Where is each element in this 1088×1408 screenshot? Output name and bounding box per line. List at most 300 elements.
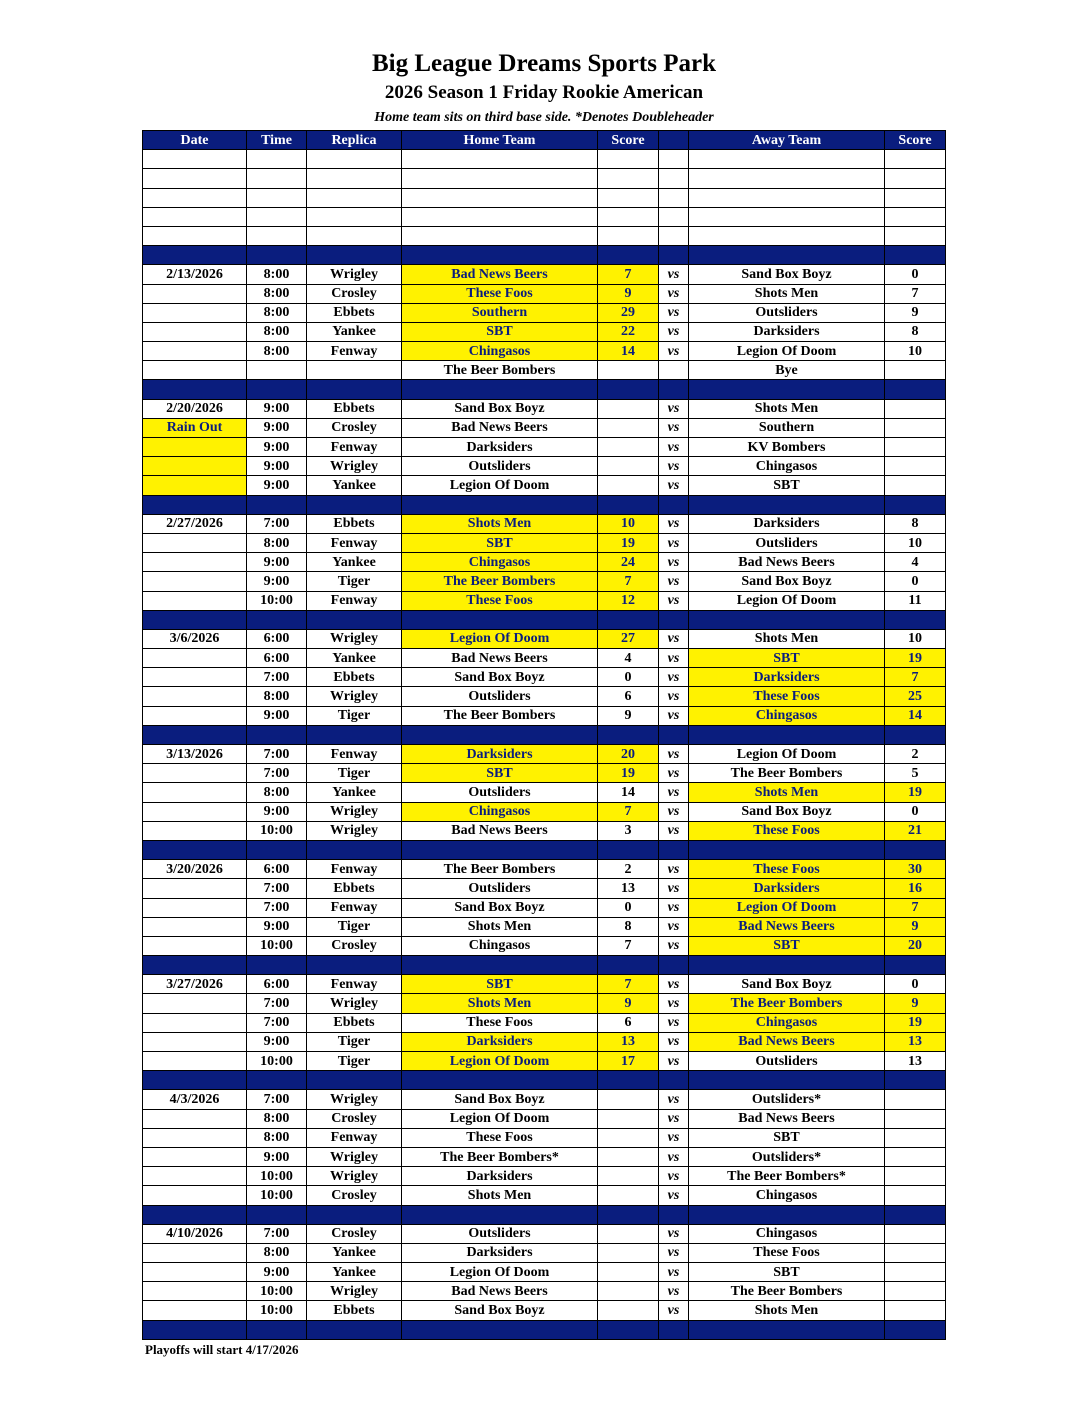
away-score-cell [885, 1167, 946, 1186]
replica-cell: Yankee [307, 553, 402, 572]
home-score-cell [598, 1301, 659, 1320]
date-cell [143, 898, 247, 917]
away-score-cell [885, 399, 946, 418]
home-score-cell [598, 1263, 659, 1282]
week-separator-cell [247, 956, 307, 975]
table-row [143, 284, 946, 303]
away-team-cell: Bad News Beers [689, 553, 885, 572]
blank-row-cell [689, 188, 885, 207]
away-team-cell: Chingasos [689, 706, 885, 725]
week-separator-cell [885, 495, 946, 514]
away-score-cell: 0 [885, 572, 946, 591]
week-separator-cell [689, 956, 885, 975]
home-team-cell: Sand Box Boyz [402, 399, 598, 418]
date-cell [143, 591, 247, 610]
home-team-cell: Outsliders [402, 879, 598, 898]
week-separator-cell [307, 1205, 402, 1224]
week-separator-cell [143, 495, 247, 514]
date-cell [143, 687, 247, 706]
vs-cell: vs [659, 936, 689, 955]
home-score-cell [598, 438, 659, 457]
away-team-cell: Outsliders* [689, 1147, 885, 1166]
away-score-cell: 19 [885, 783, 946, 802]
week-separator-cell [402, 495, 598, 514]
table-row [143, 1032, 946, 1051]
blank-row-cell [402, 169, 598, 188]
replica-cell: Fenway [307, 591, 402, 610]
away-score-cell: 13 [885, 1032, 946, 1051]
away-team-cell: Shots Men [689, 399, 885, 418]
date-cell [143, 322, 247, 341]
away-team-cell: The Beer Bombers [689, 994, 885, 1013]
table-row [143, 303, 946, 322]
time-cell: 10:00 [247, 591, 307, 610]
home-team-cell: Chingasos [402, 553, 598, 572]
away-score-cell: 30 [885, 860, 946, 879]
home-team-cell: Bad News Beers [402, 821, 598, 840]
week-separator-cell [659, 1205, 689, 1224]
time-cell: 7:00 [247, 1224, 307, 1243]
home-score-cell: 6 [598, 687, 659, 706]
home-score-cell: 7 [598, 572, 659, 591]
home-score-cell [598, 1243, 659, 1262]
away-score-cell: 11 [885, 591, 946, 610]
home-team-cell: Bad News Beers [402, 649, 598, 668]
home-team-cell: Sand Box Boyz [402, 1301, 598, 1320]
date-cell: 3/20/2026 [143, 860, 247, 879]
away-team-cell: KV Bombers [689, 438, 885, 457]
blank-row-cell [659, 169, 689, 188]
date-cell: 2/13/2026 [143, 265, 247, 284]
week-separator-cell [402, 246, 598, 265]
date-cell [143, 476, 247, 495]
col-time: Time [247, 131, 307, 150]
blank-row-cell [659, 207, 689, 226]
away-score-cell [885, 1282, 946, 1301]
away-team-cell: Legion Of Doom [689, 745, 885, 764]
date-cell: 3/6/2026 [143, 629, 247, 648]
week-separator-cell [689, 1205, 885, 1224]
time-cell: 9:00 [247, 438, 307, 457]
blank-row-cell [689, 150, 885, 169]
date-cell [143, 668, 247, 687]
date-cell: 4/10/2026 [143, 1224, 247, 1243]
time-cell [247, 361, 307, 380]
table-row [143, 1224, 946, 1243]
date-cell [143, 994, 247, 1013]
home-score-cell [598, 399, 659, 418]
date-cell [143, 1282, 247, 1301]
date-cell: 2/27/2026 [143, 514, 247, 533]
away-score-cell [885, 1186, 946, 1205]
date-cell [143, 572, 247, 591]
away-team-cell: Chingasos [689, 1186, 885, 1205]
home-team-cell: Sand Box Boyz [402, 1090, 598, 1109]
week-separator-cell [885, 246, 946, 265]
blank-row-cell [659, 188, 689, 207]
time-cell: 9:00 [247, 1032, 307, 1051]
time-cell: 9:00 [247, 418, 307, 437]
home-team-cell: The Beer Bombers [402, 706, 598, 725]
week-separator-cell [885, 1320, 946, 1339]
home-score-cell [598, 1128, 659, 1147]
week-separator-cell [689, 1071, 885, 1090]
replica-cell: Tiger [307, 1032, 402, 1051]
blank-row-cell [402, 188, 598, 207]
away-team-cell: Chingasos [689, 1013, 885, 1032]
home-score-cell: 6 [598, 1013, 659, 1032]
home-team-cell: SBT [402, 975, 598, 994]
replica-cell: Ebbets [307, 879, 402, 898]
week-separator-cell [885, 1071, 946, 1090]
home-score-cell [598, 1186, 659, 1205]
away-score-cell [885, 1263, 946, 1282]
replica-cell: Fenway [307, 898, 402, 917]
week-separator-cell [598, 495, 659, 514]
vs-cell: vs [659, 802, 689, 821]
week-separator-cell [143, 380, 247, 399]
week-separator-cell [598, 246, 659, 265]
blank-row-cell [598, 207, 659, 226]
home-team-cell: Outsliders [402, 1224, 598, 1243]
home-score-cell: 14 [598, 342, 659, 361]
away-team-cell: Legion Of Doom [689, 342, 885, 361]
date-cell [143, 802, 247, 821]
week-separator-cell [143, 956, 247, 975]
away-team-cell: Darksiders [689, 879, 885, 898]
vs-cell: vs [659, 399, 689, 418]
home-team-cell: These Foos [402, 1128, 598, 1147]
away-score-cell [885, 1128, 946, 1147]
home-score-cell: 19 [598, 533, 659, 552]
time-cell: 7:00 [247, 879, 307, 898]
vs-cell: vs [659, 284, 689, 303]
blank-row-cell [885, 207, 946, 226]
page-title: Big League Dreams Sports Park [372, 50, 716, 77]
table-row [143, 745, 946, 764]
table-row [143, 917, 946, 936]
home-score-cell [598, 1147, 659, 1166]
replica-cell: Crosley [307, 418, 402, 437]
blank-row-cell [307, 188, 402, 207]
time-cell: 7:00 [247, 898, 307, 917]
away-team-cell: Southern [689, 418, 885, 437]
away-team-cell: These Foos [689, 860, 885, 879]
replica-cell: Wrigley [307, 802, 402, 821]
away-score-cell [885, 361, 946, 380]
home-score-cell: 2 [598, 860, 659, 879]
blank-row-cell [598, 226, 659, 245]
away-team-cell: Darksiders [689, 514, 885, 533]
col-replica: Replica [307, 131, 402, 150]
home-score-cell: 24 [598, 553, 659, 572]
home-score-cell: 13 [598, 879, 659, 898]
blank-row-cell [247, 207, 307, 226]
vs-cell: vs [659, 591, 689, 610]
blank-row-cell [143, 169, 247, 188]
week-separator-cell [143, 725, 247, 744]
time-cell: 8:00 [247, 342, 307, 361]
replica-cell: Crosley [307, 1186, 402, 1205]
page-subtitle: 2026 Season 1 Friday Rookie American [384, 82, 704, 103]
away-team-cell: The Beer Bombers* [689, 1167, 885, 1186]
time-cell: 9:00 [247, 553, 307, 572]
blank-row-cell [402, 226, 598, 245]
away-score-cell: 9 [885, 994, 946, 1013]
time-cell: 9:00 [247, 706, 307, 725]
away-score-cell: 0 [885, 265, 946, 284]
vs-cell: vs [659, 1282, 689, 1301]
vs-cell: vs [659, 1128, 689, 1147]
blank-row-cell [659, 150, 689, 169]
date-cell: Rain Out [143, 418, 247, 437]
replica-cell: Wrigley [307, 629, 402, 648]
vs-cell: vs [659, 1013, 689, 1032]
vs-cell: vs [659, 706, 689, 725]
home-team-cell: Outsliders [402, 783, 598, 802]
vs-cell: vs [659, 265, 689, 284]
time-cell: 10:00 [247, 936, 307, 955]
away-team-cell: Chingasos [689, 1224, 885, 1243]
week-separator-cell [689, 246, 885, 265]
table-row [143, 553, 946, 572]
blank-row-cell [143, 188, 247, 207]
replica-cell: Ebbets [307, 514, 402, 533]
blank-row [143, 226, 946, 245]
col-vs [659, 131, 689, 150]
home-team-cell: The Beer Bombers* [402, 1147, 598, 1166]
home-team-cell: Legion Of Doom [402, 1109, 598, 1128]
away-team-cell: Sand Box Boyz [689, 975, 885, 994]
away-team-cell: The Beer Bombers [689, 1282, 885, 1301]
week-separator [143, 725, 946, 744]
replica-cell: Tiger [307, 706, 402, 725]
away-score-cell: 10 [885, 533, 946, 552]
replica-cell: Fenway [307, 860, 402, 879]
week-separator-cell [143, 1205, 247, 1224]
week-separator-cell [598, 840, 659, 859]
week-separator [143, 1205, 946, 1224]
vs-cell: vs [659, 418, 689, 437]
replica-cell: Wrigley [307, 1282, 402, 1301]
date-cell [143, 1013, 247, 1032]
replica-cell: Crosley [307, 936, 402, 955]
vs-cell: vs [659, 514, 689, 533]
week-separator-cell [402, 380, 598, 399]
home-team-cell: Darksiders [402, 1032, 598, 1051]
week-separator-cell [885, 956, 946, 975]
replica-cell: Ebbets [307, 1301, 402, 1320]
away-score-cell: 21 [885, 821, 946, 840]
blank-row-cell [885, 169, 946, 188]
table-row [143, 1186, 946, 1205]
vs-cell: vs [659, 572, 689, 591]
away-score-cell: 0 [885, 802, 946, 821]
week-separator-cell [885, 610, 946, 629]
time-cell: 9:00 [247, 399, 307, 418]
vs-cell: vs [659, 533, 689, 552]
week-separator [143, 495, 946, 514]
vs-cell: vs [659, 898, 689, 917]
time-cell: 7:00 [247, 514, 307, 533]
week-separator-cell [659, 380, 689, 399]
time-cell: 10:00 [247, 1186, 307, 1205]
away-score-cell: 0 [885, 975, 946, 994]
away-score-cell [885, 1224, 946, 1243]
home-score-cell: 9 [598, 284, 659, 303]
away-score-cell [885, 1301, 946, 1320]
home-score-cell: 3 [598, 821, 659, 840]
home-score-cell: 4 [598, 649, 659, 668]
home-team-cell: Chingasos [402, 802, 598, 821]
home-team-cell: These Foos [402, 1013, 598, 1032]
away-team-cell: SBT [689, 936, 885, 955]
away-score-cell [885, 1109, 946, 1128]
vs-cell: vs [659, 1186, 689, 1205]
time-cell: 9:00 [247, 1147, 307, 1166]
home-score-cell: 0 [598, 898, 659, 917]
replica-cell: Wrigley [307, 1090, 402, 1109]
blank-row-cell [689, 169, 885, 188]
table-row [143, 1282, 946, 1301]
week-separator-cell [598, 1071, 659, 1090]
week-separator-cell [143, 610, 247, 629]
away-score-cell: 25 [885, 687, 946, 706]
week-separator-cell [689, 610, 885, 629]
col-home-team: Home Team [402, 131, 598, 150]
replica-cell: Crosley [307, 1109, 402, 1128]
week-separator-cell [598, 380, 659, 399]
week-separator-cell [143, 246, 247, 265]
time-cell: 7:00 [247, 668, 307, 687]
week-separator-cell [659, 610, 689, 629]
vs-cell: vs [659, 687, 689, 706]
home-score-cell [598, 457, 659, 476]
table-row [143, 898, 946, 917]
replica-cell: Wrigley [307, 457, 402, 476]
replica-cell: Fenway [307, 975, 402, 994]
blank-row-cell [598, 150, 659, 169]
table-row [143, 476, 946, 495]
vs-cell: vs [659, 975, 689, 994]
table-row [143, 342, 946, 361]
week-separator [143, 1071, 946, 1090]
vs-cell: vs [659, 303, 689, 322]
time-cell: 7:00 [247, 764, 307, 783]
home-score-cell: 19 [598, 764, 659, 783]
time-cell: 8:00 [247, 1128, 307, 1147]
week-separator-cell [247, 1205, 307, 1224]
date-cell [143, 533, 247, 552]
date-cell: 2/20/2026 [143, 399, 247, 418]
replica-cell: Ebbets [307, 668, 402, 687]
date-cell [143, 783, 247, 802]
table-row [143, 994, 946, 1013]
vs-cell: vs [659, 649, 689, 668]
home-team-cell: Chingasos [402, 342, 598, 361]
date-cell: 4/3/2026 [143, 1090, 247, 1109]
home-score-cell: 10 [598, 514, 659, 533]
away-score-cell [885, 418, 946, 437]
table-row [143, 322, 946, 341]
week-separator-cell [143, 1320, 247, 1339]
week-separator-cell [659, 840, 689, 859]
away-team-cell: Shots Men [689, 783, 885, 802]
replica-cell: Wrigley [307, 994, 402, 1013]
home-score-cell: 9 [598, 994, 659, 1013]
replica-cell: Tiger [307, 1052, 402, 1071]
vs-cell: vs [659, 764, 689, 783]
away-score-cell: 19 [885, 649, 946, 668]
home-team-cell: Darksiders [402, 1243, 598, 1262]
date-cell [143, 361, 247, 380]
time-cell: 10:00 [247, 821, 307, 840]
home-team-cell: These Foos [402, 591, 598, 610]
blank-row-cell [247, 226, 307, 245]
away-score-cell [885, 1243, 946, 1262]
table-row [143, 629, 946, 648]
vs-cell [659, 361, 689, 380]
home-score-cell [598, 1090, 659, 1109]
time-cell: 9:00 [247, 572, 307, 591]
vs-cell: vs [659, 668, 689, 687]
away-team-cell: Darksiders [689, 668, 885, 687]
time-cell: 10:00 [247, 1301, 307, 1320]
col-away-score: Score [885, 131, 946, 150]
home-score-cell: 20 [598, 745, 659, 764]
time-cell: 9:00 [247, 802, 307, 821]
week-separator-cell [402, 1071, 598, 1090]
replica-cell: Tiger [307, 917, 402, 936]
vs-cell: vs [659, 342, 689, 361]
replica-cell: Yankee [307, 783, 402, 802]
week-separator-cell [659, 1320, 689, 1339]
away-team-cell: Outsliders [689, 303, 885, 322]
replica-cell: Tiger [307, 572, 402, 591]
home-team-cell: Sand Box Boyz [402, 898, 598, 917]
away-team-cell: Shots Men [689, 1301, 885, 1320]
playoffs-note: Playoffs will start 4/17/2026 [145, 1342, 299, 1357]
week-separator-cell [402, 1205, 598, 1224]
date-cell [143, 342, 247, 361]
date-cell [143, 764, 247, 783]
away-score-cell: 16 [885, 879, 946, 898]
table-row [143, 764, 946, 783]
home-score-cell: 0 [598, 668, 659, 687]
time-cell: 6:00 [247, 860, 307, 879]
home-team-cell: Shots Men [402, 917, 598, 936]
home-team-cell: Legion Of Doom [402, 1052, 598, 1071]
home-team-cell: Legion Of Doom [402, 1263, 598, 1282]
vs-cell: vs [659, 917, 689, 936]
date-cell [143, 1147, 247, 1166]
home-team-cell: Legion Of Doom [402, 629, 598, 648]
week-separator-cell [885, 1205, 946, 1224]
away-score-cell: 4 [885, 553, 946, 572]
week-separator-cell [247, 610, 307, 629]
blank-row-cell [247, 169, 307, 188]
table-row [143, 514, 946, 533]
table-row [143, 668, 946, 687]
table-row [143, 418, 946, 437]
home-score-cell [598, 418, 659, 437]
vs-cell: vs [659, 1243, 689, 1262]
week-separator-cell [598, 610, 659, 629]
week-separator-cell [143, 840, 247, 859]
vs-cell: vs [659, 1147, 689, 1166]
time-cell: 8:00 [247, 284, 307, 303]
week-separator-cell [885, 725, 946, 744]
